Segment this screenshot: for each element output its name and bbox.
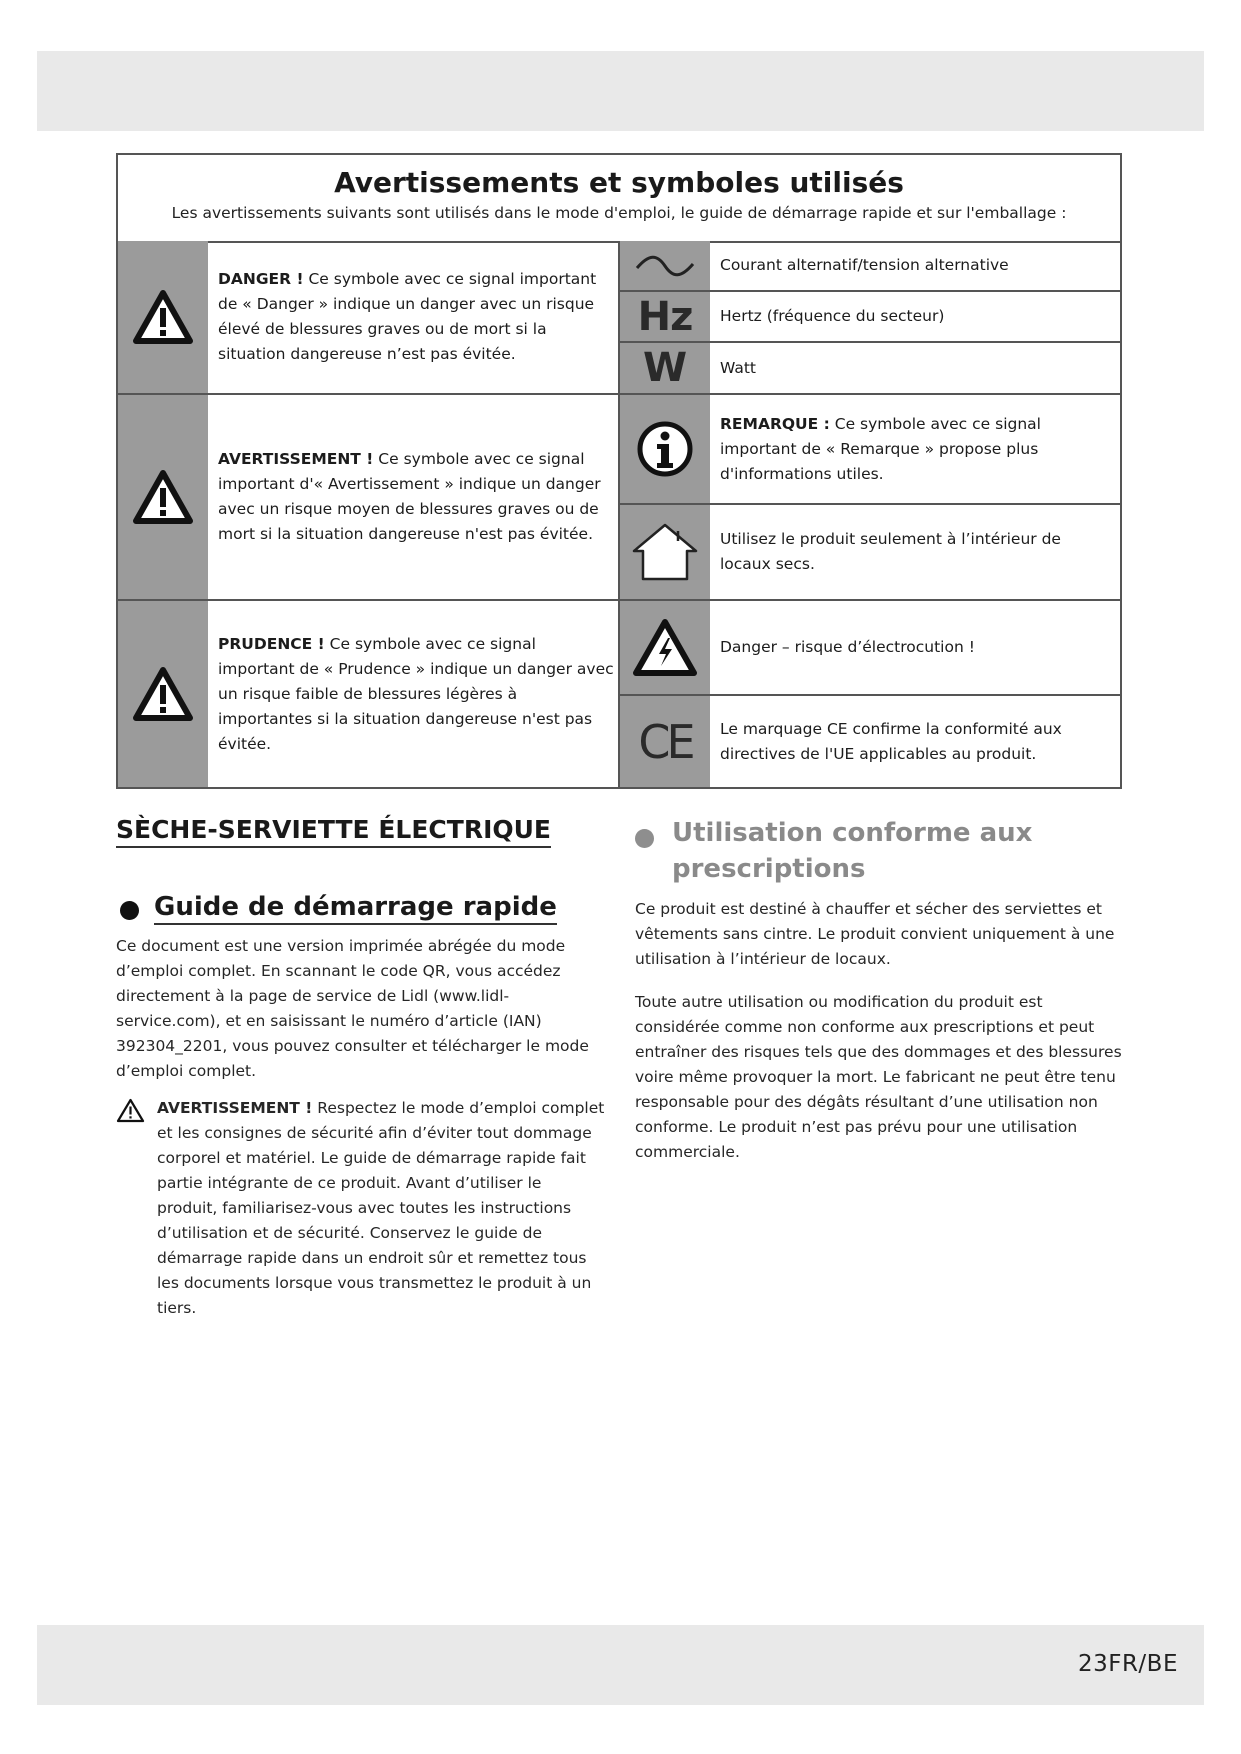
guide-title: Guide de démarrage rapide bbox=[154, 892, 557, 925]
warning-triangle-icon bbox=[118, 395, 208, 599]
info-icon bbox=[620, 395, 710, 503]
indoor-house-icon bbox=[620, 505, 710, 599]
intended-use-paragraph-2: Toute autre utilisation ou modification du produit est considérée comme non conforme aux prescriptions et peut entraîner des risques tels que des dommages et des blessures voire même provoquer la mort. Le fabricant ne peut être tenu responsable pour des dégâts résultant d’une utilisation non conforme. Le produit n’est pas prévu pour une utilisation commerciale. bbox=[635, 993, 1122, 1161]
symbol-row-danger bbox=[118, 241, 620, 395]
symbol-description: Danger – risque d’électrocution ! bbox=[720, 638, 975, 656]
symbol-description: Le marquage CE confirme la conformité aux directives de l'UE applicables au produit. bbox=[720, 719, 1062, 763]
symbol-row-watt bbox=[620, 343, 1120, 395]
symbol-row-warning bbox=[118, 395, 620, 601]
warning-triangle-icon bbox=[116, 1098, 145, 1123]
symbol-description: Hertz (fréquence du secteur) bbox=[720, 307, 945, 325]
symbol-description: Ce symbole avec ce signal important de « Prudence » indique un danger avec un risque faible de blessures légères à importantes si la situation dangereuse n'est pas évitée. bbox=[218, 634, 614, 753]
left-column bbox=[116, 815, 606, 1321]
symbol-text bbox=[710, 601, 1120, 694]
symbol-text bbox=[710, 241, 1120, 290]
symbol-description: Ce symbole avec ce signal important de « Danger » indique un danger avec un risque élevé de blessures graves ou de mort si la situation dangereuse n’est pas évitée. bbox=[218, 270, 597, 363]
symbol-description: Courant alternatif/tension alternative bbox=[720, 256, 1009, 274]
right-column bbox=[635, 815, 1125, 1165]
symbol-keyword: AVERTISSEMENT ! bbox=[218, 450, 374, 468]
symbol-keyword: PRUDENCE ! bbox=[218, 634, 325, 653]
warning-triangle-icon bbox=[118, 601, 208, 787]
header-band bbox=[37, 51, 1204, 131]
symbol-text bbox=[710, 696, 1120, 787]
page-number: 23FR/BE bbox=[1077, 1651, 1178, 1677]
symbols-subtitle: Les avertissements suivants sont utilisés dans le mode d'emploi, le guide de démarrage rapide et sur l'emballage : bbox=[171, 204, 1067, 222]
guide-heading bbox=[116, 892, 606, 928]
alternating-current-icon bbox=[620, 241, 710, 290]
ce-mark-label: CE bbox=[638, 714, 692, 769]
guide-text: Ce document est une version imprimée abrégée du mode d’emploi complet. En scannant le code QR, vous accédez directement à la page de service de Lidl (www.lidl-service.com), et en saisissant le numéro d’article (IAN) 392304_2201, vous pouvez consulter et télécharger le mode d’emploi complet. bbox=[116, 937, 589, 1080]
symbol-row-ac bbox=[620, 241, 1120, 292]
symbol-text bbox=[208, 601, 618, 787]
intended-use-title: Utilisation conforme aux prescriptions bbox=[672, 818, 1033, 884]
product-title: SÈCHE-SERVIETTE ÉLECTRIQUE bbox=[116, 815, 551, 848]
symbol-text bbox=[710, 395, 1120, 503]
watt-icon bbox=[620, 343, 710, 393]
symbol-text bbox=[710, 292, 1120, 341]
symbol-description: Utilisez le produit seulement à l’intérieur de locaux secs. bbox=[720, 530, 1061, 573]
watt-icon-label: W bbox=[642, 345, 688, 391]
hertz-icon-label: Hz bbox=[637, 293, 693, 340]
symbols-table-header bbox=[118, 155, 1120, 243]
guide-warning bbox=[116, 1096, 606, 1321]
symbol-row-shock bbox=[620, 601, 1120, 696]
symbol-description: Watt bbox=[720, 358, 756, 377]
symbol-row-indoor bbox=[620, 505, 1120, 601]
hertz-icon bbox=[620, 292, 710, 341]
symbol-keyword: REMARQUE : bbox=[720, 414, 830, 433]
symbol-row-note bbox=[620, 395, 1120, 505]
symbol-text bbox=[208, 241, 618, 393]
symbol-text bbox=[710, 343, 1120, 393]
bullet-icon bbox=[120, 901, 139, 920]
symbols-title: Avertissements et symboles utilisés bbox=[334, 166, 904, 199]
symbol-description: Ce symbole avec ce signal important de « Remarque » propose plus d'informations utiles. bbox=[720, 414, 1041, 483]
symbol-keyword: DANGER ! bbox=[218, 270, 304, 288]
symbol-row-hz bbox=[620, 292, 1120, 343]
intended-use-paragraph-1: Ce produit est destiné à chauffer et sécher des serviettes et vêtements sans cintre. Le produit convient uniquement à une utilisation à l’intérieur de locaux. bbox=[635, 900, 1115, 968]
symbol-description: Ce symbole avec ce signal important d'« Avertissement » indique un danger avec un risque moyen de blessures graves ou de mort si la situation dangereuse n'est pas évitée. bbox=[218, 450, 601, 543]
intended-use-heading bbox=[635, 815, 1125, 891]
symbol-row-ce bbox=[620, 696, 1120, 787]
warning-triangle-icon bbox=[118, 241, 208, 393]
warning-keyword: AVERTISSEMENT ! bbox=[157, 1099, 313, 1117]
footer-band bbox=[37, 1625, 1204, 1705]
warning-text: Respectez le mode d’emploi complet et les consignes de sécurité afin d’éviter tout dommage corporel et matériel. Le guide de démarrage rapide fait partie intégrante de ce produit. Avant d’utiliser le produit, familiarisez-vous avec toutes les instructions d’utilisation et de sécurité. Conservez le guide de démarrage rapide dans un endroit sûr et remettez tous les documents lorsque vous transmettez le produit à un tiers. bbox=[157, 1099, 605, 1317]
electric-shock-icon bbox=[620, 601, 710, 694]
bullet-icon bbox=[635, 829, 654, 848]
symbols-table bbox=[116, 153, 1122, 789]
symbol-text bbox=[710, 505, 1120, 599]
symbol-text bbox=[208, 395, 618, 599]
symbol-row-caution bbox=[118, 601, 620, 787]
ce-mark-icon bbox=[620, 696, 710, 787]
